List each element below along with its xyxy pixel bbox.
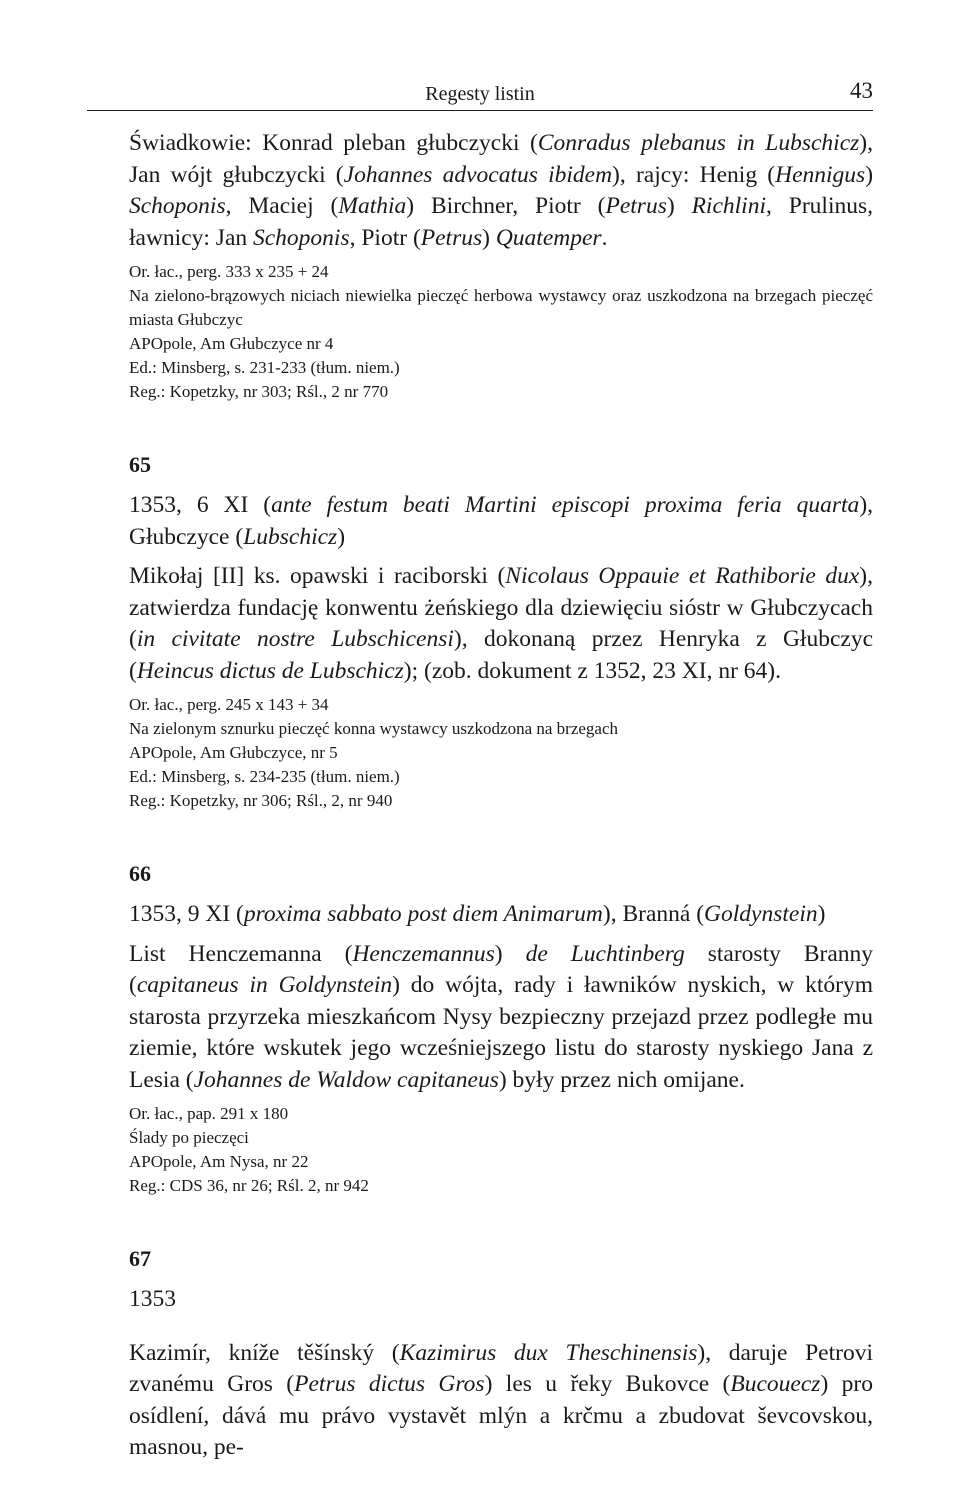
note-edition: Ed.: Minsberg, s. 234-235 (tłum. niem.) [129, 767, 400, 786]
entry-number: 66 [129, 861, 151, 886]
entry-dateline: 1353 [129, 1286, 176, 1312]
note-original: Or. łac., perg. 333 x 235 + 24 [129, 262, 329, 281]
note-seal: Na zielono-brązowych niciach niewielka pieczęć herbowa wystawcy oraz uszkodzona na brzegach pieczęć miasta Głubczyc [129, 286, 873, 329]
entry-text: Świadkowie: Konrad pleban głubczycki (Conradus plebanus in Lubschicz), Jan wójt głubczycki (Johannes advocatus ibidem), rajcy: Henig (Hennigus) Schoponis, Maciej (Mathia) Birchner, Piotr (Petrus) Richlini, Prulinus, ławnicy: Jan Schoponis, Piotr (Petrus) Quatemper. [129, 130, 874, 251]
note-regest: Reg.: Kopetzky, nr 303; Rśl., 2 nr 770 [129, 382, 389, 401]
entry-64-continuation [129, 128, 873, 404]
running-title: Regesty listin [425, 83, 535, 105]
page-number: 43 [850, 78, 873, 103]
entry-text: List Henczemanna (Henczemannus) de Luchtinberg starosty Branny (capitaneus in Goldynstein) do wójta, rady i ławników nyskich, w którym starosta przyrzeka mieszkańcom Nysy bezpieczny przejazd przez podległe mu ziemie, które wskutek jego wcześniejszego listu do starosty nyskiego Jana z Lesia (Johannes de Waldow capitaneus) były przez nich omijane. [129, 940, 874, 1093]
note-original: Or. łac., pap. 291 x 180 [129, 1104, 289, 1123]
entry-dateline: 1353, 9 XI (proxima sabbato post diem Animarum), Branná (Goldynstein) [129, 901, 826, 927]
note-regest: Reg.: Kopetzky, nr 306; Rśl., 2, nr 940 [129, 791, 393, 810]
note-seal: Ślady po pieczęci [129, 1128, 249, 1147]
entry-67 [129, 1244, 873, 1464]
entry-66 [129, 859, 873, 1198]
entry-notes [129, 260, 873, 404]
entry-number: 65 [129, 452, 151, 477]
note-archive: APOpole, Am Nysa, nr 22 [129, 1152, 309, 1171]
entry-notes [129, 1102, 873, 1198]
note-seal: Na zielonym sznurku pieczęć konna wystawcy uszkodzona na brzegach [129, 719, 619, 738]
note-archive: APOpole, Am Głubczyce, nr 5 [129, 743, 338, 762]
entry-number: 67 [129, 1246, 151, 1271]
note-archive: APOpole, Am Głubczyce nr 4 [129, 334, 334, 353]
note-original: Or. łac., perg. 245 x 143 + 34 [129, 695, 329, 714]
page-header [87, 80, 873, 111]
note-regest: Reg.: CDS 36, nr 26; Rśl. 2, nr 942 [129, 1176, 369, 1195]
page-body [129, 128, 873, 1464]
entry-text: Kazimír, kníže těšínský (Kazimirus dux Theschinensis), daruje Petrovi zvanému Gros (Petrus dictus Gros) les u řeky Bukovce (Bucouecz) pro osídlení, dává mu právo vystavět mlýn a krčmu a zbudovat ševcovskou, masnou, pe- [129, 1339, 873, 1460]
entry-notes [129, 693, 873, 813]
entry-65 [129, 450, 873, 813]
entry-text: Mikołaj [II] ks. opawski i raciborski (Nicolaus Oppauie et Rathiborie dux), zatwierdza fundację konwentu żeńskiego dla dziewięciu sióstr w Głubczycach (in civitate nostre Lubschicensi), dokonaną przez Henryka z Głubczyc (Heincus dictus de Lubschicz); (zob. dokument z 1352, 23 XI, nr 64). [129, 563, 873, 684]
entry-dateline: 1353, 6 XI (ante festum beati Martini episcopi proxima feria quarta), Głubczyce (Lubschicz) [129, 492, 874, 550]
note-edition: Ed.: Minsberg, s. 231-233 (tłum. niem.) [129, 358, 400, 377]
